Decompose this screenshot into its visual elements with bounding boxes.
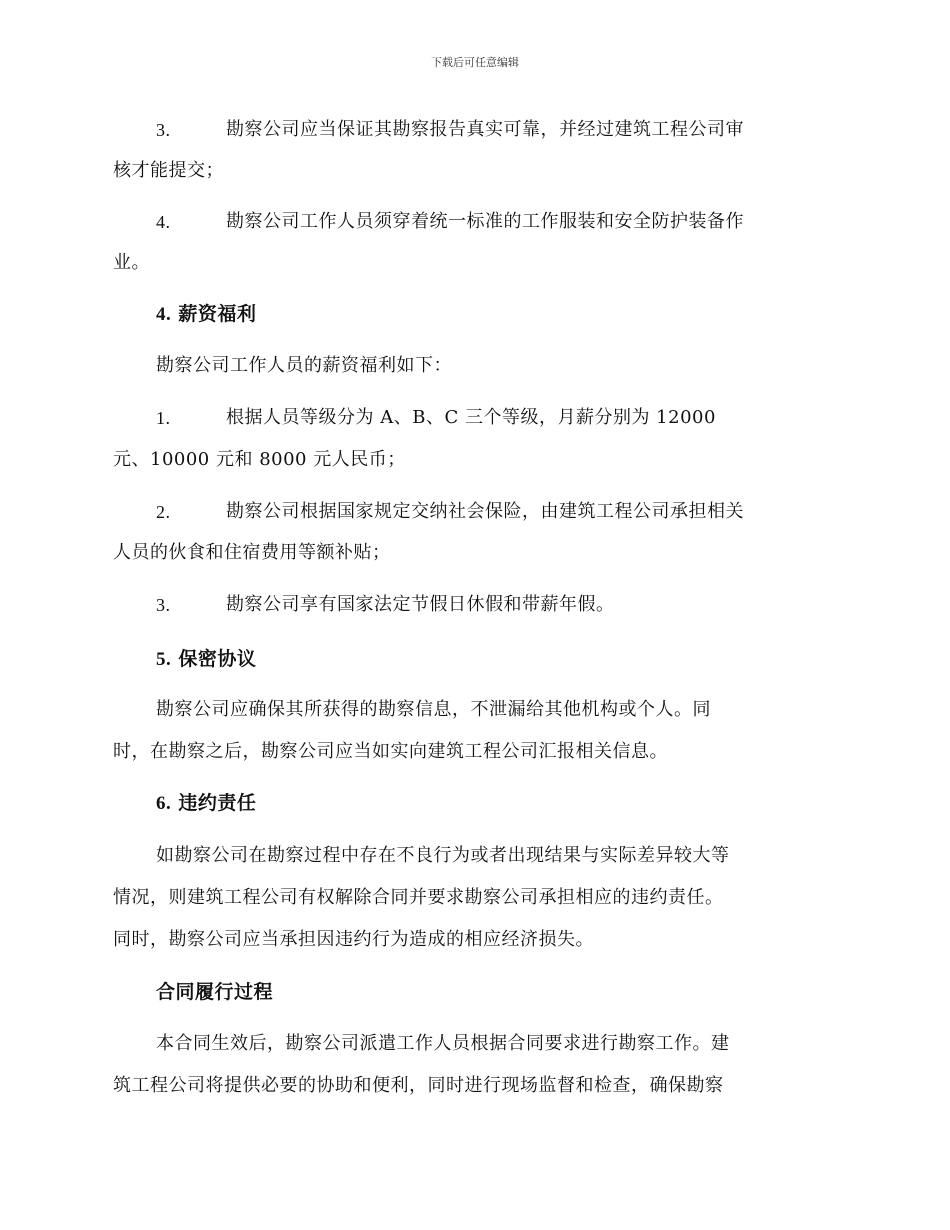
section-heading-confidentiality xyxy=(113,650,838,668)
heading-text: 保密协议 xyxy=(178,648,257,670)
clause-item-3 xyxy=(113,121,838,139)
heading-text: 合同履行过程 xyxy=(156,981,274,1003)
item-number: 4. xyxy=(156,212,171,232)
section-heading-salary xyxy=(113,305,838,323)
clause-item-3-cont xyxy=(113,162,838,180)
paragraph-line: 勘察公司工作人员的薪资福利如下： xyxy=(156,355,452,376)
item-text: 勘察公司应当保证其勘察报告真实可靠，并经过建筑工程公司审 xyxy=(226,119,744,140)
salary-item-1-cont xyxy=(113,451,838,469)
salary-item-3 xyxy=(113,596,838,614)
item-text-continued: 核才能提交； xyxy=(113,160,224,181)
page-header: 下载后可任意编辑 xyxy=(431,56,519,69)
item-text: 勘察公司根据国家规定交纳社会保险，由建筑工程公司承担相关 xyxy=(226,501,744,522)
salary-item-2-cont xyxy=(113,544,838,562)
section-heading-breach xyxy=(113,794,838,812)
item-text: 根据人员等级分为 A、B、C 三个等级，月薪分别为 12000 xyxy=(226,407,716,428)
paragraph-line: 本合同生效后，勘察公司派遣工作人员根据合同要求进行勘察工作。建 xyxy=(156,1033,730,1054)
process-paragraph-cont xyxy=(113,1077,838,1095)
process-paragraph xyxy=(113,1035,838,1053)
confidentiality-paragraph-cont xyxy=(113,743,838,761)
heading-number: 5. xyxy=(156,649,172,670)
item-text: 勘察公司享有国家法定节假日休假和带薪年假。 xyxy=(226,594,615,615)
salary-intro xyxy=(113,357,838,375)
paragraph-line: 勘察公司应确保其所获得的勘察信息，不泄漏给其他机构或个人。同 xyxy=(156,699,711,720)
paragraph-line: 情况，则建筑工程公司有权解除合同并要求勘察公司承担相应的违约责任。 xyxy=(113,887,724,908)
item-text-continued: 元、10000 元和 8000 元人民币； xyxy=(113,449,406,470)
paragraph-line: 筑工程公司将提供必要的协助和便利，同时进行现场监督和检查，确保勘察 xyxy=(113,1075,724,1096)
paragraph-line: 同时，勘察公司应当承担因违约行为造成的相应经济损失。 xyxy=(113,929,594,950)
item-text: 勘察公司工作人员须穿着统一标准的工作服装和安全防护装备作 xyxy=(226,211,744,232)
breach-paragraph-cont-1 xyxy=(113,889,838,907)
heading-number: 6. xyxy=(156,793,172,814)
salary-item-2 xyxy=(113,503,838,521)
item-number: 1. xyxy=(156,408,171,428)
paragraph-line: 如勘察公司在勘察过程中存在不良行为或者出现结果与实际差异较大等 xyxy=(156,845,730,866)
clause-item-4 xyxy=(113,213,838,231)
paragraph-line: 时，在勘察之后，勘察公司应当如实向建筑工程公司汇报相关信息。 xyxy=(113,741,668,762)
item-text-continued: 人员的伙食和住宿费用等额补贴； xyxy=(113,542,391,563)
heading-text: 薪资福利 xyxy=(178,303,257,325)
salary-item-1 xyxy=(113,409,838,427)
breach-paragraph-cont-2 xyxy=(113,931,838,949)
item-text-continued: 业。 xyxy=(113,252,150,273)
clause-item-4-cont xyxy=(113,254,838,272)
breach-paragraph xyxy=(113,847,838,865)
item-number: 3. xyxy=(156,595,171,615)
item-number: 2. xyxy=(156,502,171,522)
heading-number: 4. xyxy=(156,304,172,325)
item-number: 3. xyxy=(156,120,171,140)
section-heading-process xyxy=(113,983,838,1001)
heading-text: 违约责任 xyxy=(178,792,257,814)
confidentiality-paragraph xyxy=(113,701,838,719)
